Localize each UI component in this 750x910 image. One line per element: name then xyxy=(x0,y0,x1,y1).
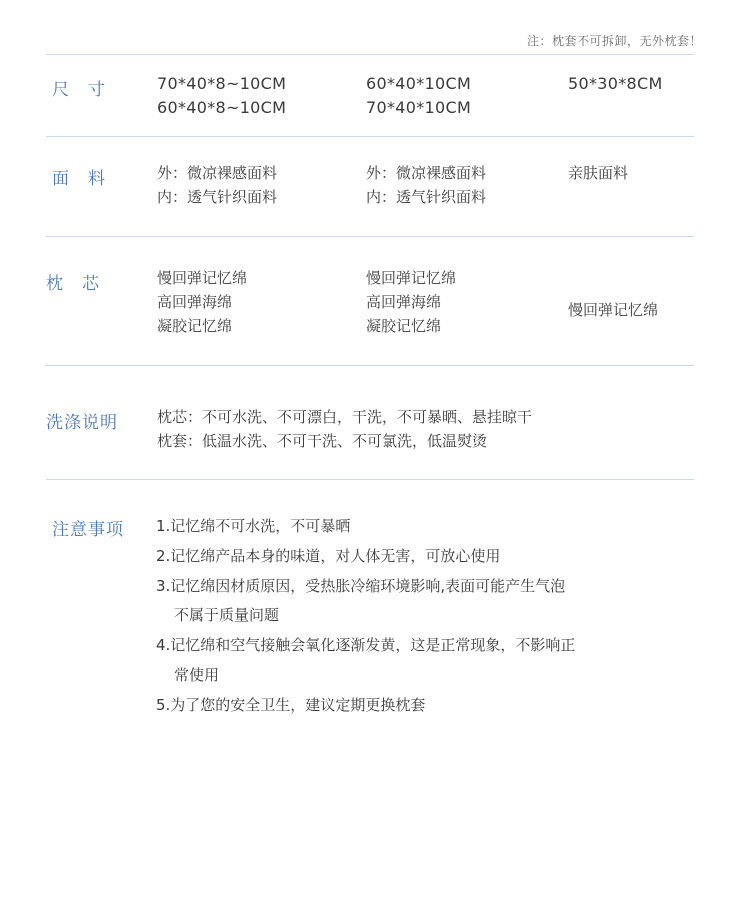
divider xyxy=(46,479,694,480)
header-note: 注：枕套不可拆卸，无外枕套！ xyxy=(526,34,702,48)
fabric-col3-line: 亲肤面料 xyxy=(568,164,629,182)
divider xyxy=(46,136,694,137)
fabric-col1-line: 外：微凉裸感面料 xyxy=(157,164,278,182)
core-col1-line: 高回弹海绵 xyxy=(157,293,233,311)
size-col3-line: 50*30*8CM xyxy=(568,74,663,93)
wash-line: 枕套：低温水洗、不可干洗、不可氯洗，低温熨烫 xyxy=(157,432,488,450)
notes-line: 1.记忆绵不可水洗，不可暴晒 xyxy=(156,517,351,535)
core-col2-line: 高回弹海绵 xyxy=(366,293,442,311)
divider xyxy=(46,365,694,366)
fabric-col1 xyxy=(157,161,277,209)
wash-line: 枕芯：不可水洗、不可漂白，干洗，不可暴晒、悬挂晾干 xyxy=(157,408,533,426)
size-col2-line: 60*40*10CM xyxy=(366,74,472,93)
size-col1-line: 60*40*8~10CM xyxy=(157,98,287,117)
core-col1-line: 慢回弹记忆绵 xyxy=(157,269,248,287)
size-col2 xyxy=(366,72,471,120)
notes-line: 3.记忆绵因材质原因，受热胀冷缩环境影响,表面可能产生气泡 xyxy=(156,576,566,595)
notes-list xyxy=(156,512,575,721)
fabric-col2 xyxy=(366,161,486,209)
notes-line: 不属于质量问题 xyxy=(174,606,280,625)
notes-line: 2.记忆绵产品本身的味道，对人体无害，可放心使用 xyxy=(156,546,501,565)
fabric-col2-line: 外：微凉裸感面料 xyxy=(366,164,487,182)
core-label: 枕 芯 xyxy=(46,274,100,294)
size-col2-line: 70*40*10CM xyxy=(366,98,472,117)
fabric-label: 面 料 xyxy=(52,169,106,189)
core-col2-line: 凝胶记忆绵 xyxy=(366,317,442,335)
notes-label: 注意事项 xyxy=(52,520,124,540)
core-col1-line: 凝胶记忆绵 xyxy=(157,317,233,335)
size-col3 xyxy=(568,72,663,96)
fabric-col2-line: 内：透气针织面料 xyxy=(366,188,487,206)
size-col1-line: 70*40*8~10CM xyxy=(157,74,287,93)
size-label: 尺 寸 xyxy=(52,80,106,100)
core-col1 xyxy=(157,266,247,338)
wash-label: 洗涤说明 xyxy=(46,413,118,433)
core-col2 xyxy=(366,266,456,338)
notes-line: 常使用 xyxy=(174,665,220,684)
size-col1 xyxy=(157,72,286,120)
notes-line: 4.记忆绵和空气接触会氧化逐渐发黄，这是正常现象，不影响正 xyxy=(156,636,576,655)
core-col3-line: 慢回弹记忆绵 xyxy=(568,301,659,319)
core-col2-line: 慢回弹记忆绵 xyxy=(366,269,457,287)
wash-instructions xyxy=(157,405,532,453)
notes-line: 5.为了您的安全卫生，建议定期更换枕套 xyxy=(156,695,426,714)
fabric-col1-line: 内：透气针织面料 xyxy=(157,188,278,206)
divider xyxy=(46,236,694,237)
divider xyxy=(46,54,694,55)
fabric-col3 xyxy=(568,161,628,185)
core-col3 xyxy=(568,298,658,322)
